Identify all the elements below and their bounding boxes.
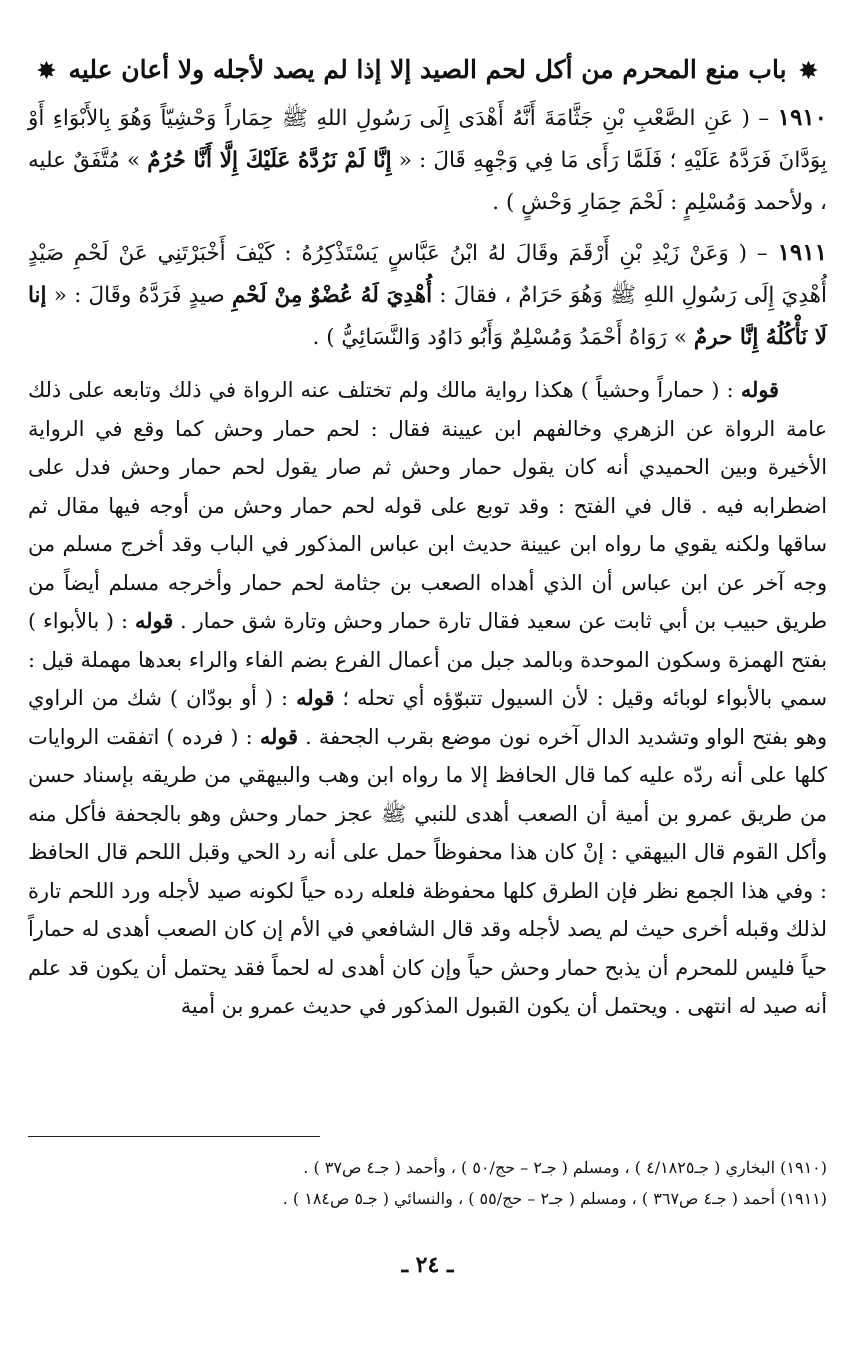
hadith-dash: – xyxy=(749,106,778,131)
hadith-text: ( عَنِ الصَّعْبِ بْنِ جَثَّامَةَ أَنَّهُ أَهْدَى إِلَى رَسُولِ اللهِ ﷺ حِمَاراً وَحْشِيّاً وَهُوَ بِالأَبْوَاءِ أَوْ بِوَدَّانَ فَرَدَّهُ عَلَيْهِ ؛ فَلَمَّا رَأَى مَا فِي وَجْهِهِ قَالَ : « xyxy=(28,106,827,173)
star-ornament-icon: ✸ xyxy=(37,58,56,84)
hadith-quote: إنا لَا نَأْكُلُهُ إِنَّا حرمٌ xyxy=(28,283,827,350)
commentary-text: : ( فرده ) اتفقت الروايات كلها على أنه ردّه عليه كما قال الحافظ إلا ما رواه ابن وهب والبيهقي من طريقه بإسناد حسن من طريق عمرو بن أمية أن الصعب أهدى للنبي ﷺ عجز حمار وحش وهو بالجحفة فأكل منه وأكل القوم قال البيهقي : إنْ كان هذا محفوظاً حمل على أنه رد الحي وقبل اللحم قال الحافظ : وفي هذا الجمع نظر فإن الطرق كلها محفوظة فلعله رده حياً لكونه صيد لأجله ورد اللحم تارة لذلك وقبله أخرى حيث لم يصد لأجله وقد قال الشافعي في الأم إن كان الصعب أهدى له حماراً حياً فليس للمحرم أن يذبح حمار وحش حياً وإن كان أهدى له لحماً فقد يحتمل أن يكون قد علم أنه صيد له انتهى . ويحتمل أن يكون القبول المذكور في حديث عمرو بن أمية xyxy=(28,724,827,1018)
commentary xyxy=(28,371,827,1026)
hadith-text: ( وَعَنْ زَيْدِ بْنِ أَرْقَمَ وقَالَ لهُ ابْنُ عَبَّاسٍ يَسْتَذْكِرُهُ : كَيْفَ أَخْبَرْتَنِي عَنْ لَحْمِ صَيْدٍ أُهْدِيَ إِلَى رَسُولِ اللهِ ﷺ وَهُوَ حَرَامٌ ، فقالَ : xyxy=(28,241,827,308)
footnote-1911: (١٩١١) أحمد ( جـ٤ ص٣٦٧ ) ، ومسلم ( جـ٢ – حج/٥٥ ) ، والنسائي ( جـ٥ ص١٨٤ ) . xyxy=(282,1189,827,1208)
commentary-text: : ( أو بودّان ) شك من الراوي وهو بفتح الواو وتشديد الدال آخره نون موضع بقرب الجحفة . xyxy=(28,686,827,749)
footnote-divider xyxy=(28,1136,320,1137)
star-ornament-icon: ✸ xyxy=(799,58,818,84)
hadith-text: » مُتَّفَقٌ عليه ، ولأحمد وَمُسْلِمٍ : لَحْمَ حِمَارِ وَحْشٍ ) . xyxy=(28,148,827,215)
footnotes xyxy=(28,1152,827,1214)
hadith-1911 xyxy=(28,232,827,359)
hadith-dash: – xyxy=(747,241,778,266)
footnote-1910: (١٩١٠) البخاري ( جـ٤/١٨٢٥ ) ، ومسلم ( جـ٢ – حج/٥٠ ) ، وأحمد ( جـ٤ ص٣٧ ) . xyxy=(303,1158,827,1177)
chapter-title xyxy=(28,50,827,91)
commentary-keyword: قوله xyxy=(259,723,298,749)
commentary-keyword: قوله xyxy=(134,608,174,633)
hadith-number: ١٩١٠ xyxy=(777,104,828,131)
page-number: ـ ٢٤ ـ xyxy=(401,1252,454,1278)
hadith-number: ١٩١١ xyxy=(777,239,827,266)
commentary-keyword: قوله xyxy=(740,377,779,402)
chapter-title-text: باب منع المحرم من أكل لحم الصيد إلا إذا لم يصد لأجله ولا أعان عليه xyxy=(68,55,787,84)
commentary-text: : ( حماراً وحشياً ) هكذا رواية مالك ولم تختلف عنه الرواة في ذلك وتابعه على ذلك عامة الرواة عن الزهري وخالفهم ابن عيينة فقال : لحم حمار وحش كما وقع في الرواية الأخيرة وبين الحميدي أنه كان يقول حمار وحش ثم صار يقول لحم حمار وحش فدل على اضطرابه فيه . قال في الفتح : وقد توبع على قوله لحم حمار وحش من أوجه فيها مقال ثم ساقها ولكنه يقوي ما رواه ابن عيينة حديث ابن عباس المذكور في الباب وقد أخرج مسلم من وجه آخر عن ابن عباس أن الذي أهداه الصعب بن جثامة لحم حمار وأخرجه مسلم أيضاً من طريق حبيب بن أبي ثابت عن سعيد فقال تارة حمار وحش وتارة شق حمار . xyxy=(28,378,827,633)
hadith-1910 xyxy=(28,97,827,224)
hadith-text: صيدٍ فَرَدَّهُ وقَالَ : « xyxy=(46,283,232,308)
commentary-text: : ( بالأبواء ) بفتح الهمزة وسكون الموحدة وبالمد جبل من أعمال الفرع بضم الفاء والراء بعدها مهملة قيل : سمي بالأبواء لوبائه وقيل : لأن السيول تتبوّؤه أي تحله ؛ xyxy=(28,609,827,710)
hadith-quote: أُهْدِيَ لَهُ عُضْوٌ مِنْ لَحْمِ xyxy=(231,283,433,308)
commentary-keyword: قوله xyxy=(296,685,335,710)
hadith-text: » رَوَاهُ أَحْمَدُ وَمُسْلِمٌ وَأَبُو دَاوُد وَالنَّسَائِيُّ ) . xyxy=(312,325,694,350)
hadith-quote: إِنَّا لَمْ نَرُدَّهُ عَلَيْكَ إِلَّا أَنَّا حُرُمٌ xyxy=(147,148,392,173)
